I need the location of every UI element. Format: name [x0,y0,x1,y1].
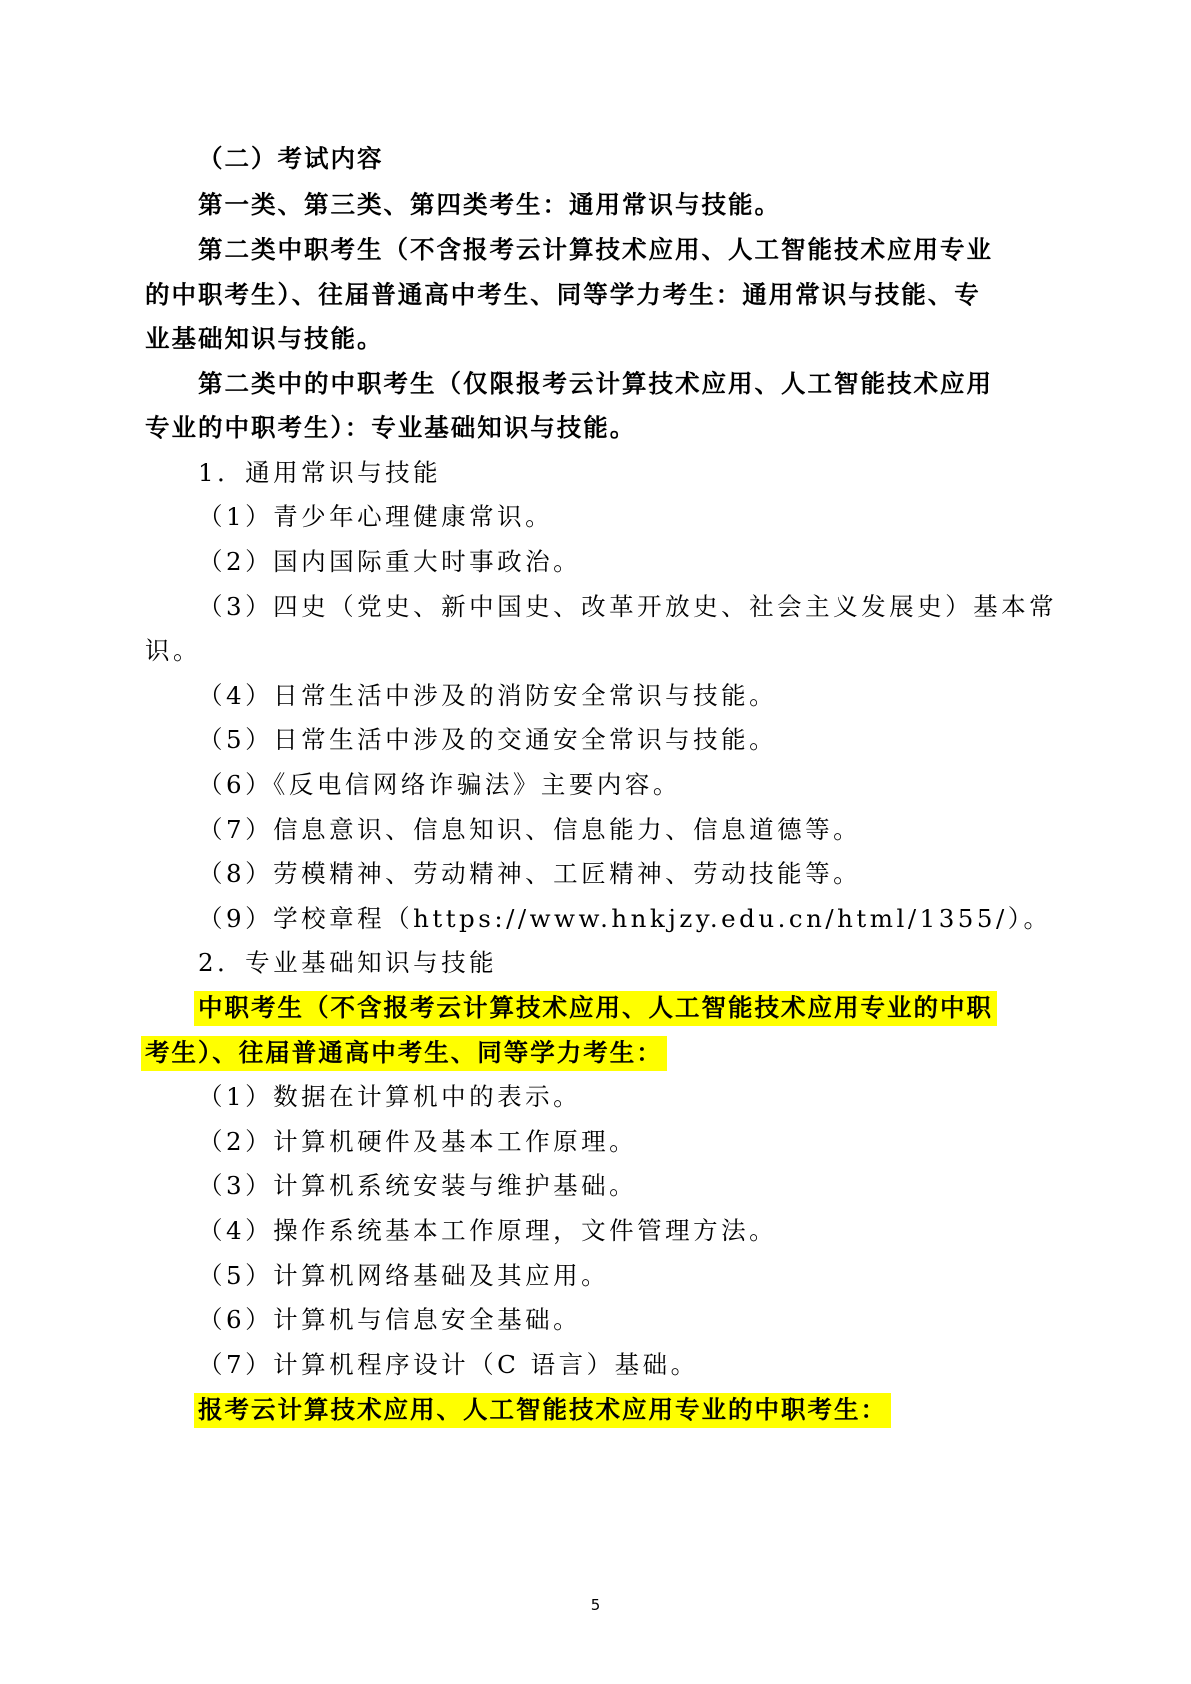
highlight-block-1-line2 [145,1036,667,1070]
paragraph-category-2b-line2: 专业的中职考生）：专业基础知识与技能。 [145,413,637,442]
general-heading: 1．通用常识与技能 [198,458,442,487]
general-item-5: （5）日常生活中涉及的交通安全常识与技能。 [198,725,778,754]
paragraph-category-2a-line1: 第二类中职考生（不含报考云计算技术应用、人工智能技术应用专业 [198,235,993,264]
general-item-1: （1）青少年心理健康常识。 [198,502,554,531]
general-item-9: （9）学校章程（https://www.hnkjzy.edu.cn/html/1355/）。 [198,904,1052,933]
highlight-block-2 [198,1393,891,1427]
general-item-2: （2）国内国际重大时事政治。 [198,547,582,576]
professional-item-5: （5）计算机网络基础及其应用。 [198,1261,610,1290]
general-item-3-continued: 识。 [145,636,201,665]
paragraph-category-2a-line3: 业基础知识与技能。 [145,324,384,353]
professional-item-3: （3）计算机系统安装与维护基础。 [198,1171,638,1200]
paragraph-categories-1-3-4: 第一类、第三类、第四类考生：通用常识与技能。 [198,190,781,219]
paragraph-category-2a-line2: 的中职考生）、往届普通高中考生、同等学力考生：通用常识与技能、专 [145,280,981,309]
general-item-6: （6）《反电信网络诈骗法》主要内容。 [198,770,681,799]
section-title: （二）考试内容 [198,144,384,173]
highlight-block-1-line1 [198,991,997,1025]
highlighted-text: 考生）、往届普通高中考生、同等学力考生： [141,1036,667,1071]
professional-item-7: （7）计算机程序设计（C 语言）基础。 [198,1350,699,1379]
general-item-4: （4）日常生活中涉及的消防安全常识与技能。 [198,681,778,710]
professional-item-2: （2）计算机硬件及基本工作原理。 [198,1127,638,1156]
professional-heading: 2．专业基础知识与技能 [198,948,498,977]
professional-item-4: （4）操作系统基本工作原理，文件管理方法。 [198,1216,778,1245]
highlighted-text: 中职考生（不含报考云计算技术应用、人工智能技术应用专业的中职 [194,991,997,1026]
highlighted-text: 报考云计算技术应用、人工智能技术应用专业的中职考生： [194,1393,891,1428]
professional-item-1: （1）数据在计算机中的表示。 [198,1082,582,1111]
general-item-8: （8）劳模精神、劳动精神、工匠精神、劳动技能等。 [198,859,862,888]
general-item-7: （7）信息意识、信息知识、信息能力、信息道德等。 [198,815,862,844]
page-number: 5 [590,1596,601,1614]
professional-item-6: （6）计算机与信息安全基础。 [198,1305,582,1334]
general-item-3: （3）四史（党史、新中国史、改革开放史、社会主义发展史）基本常 [198,592,1058,621]
paragraph-category-2b-line1: 第二类中的中职考生（仅限报考云计算技术应用、人工智能技术应用 [198,369,993,398]
